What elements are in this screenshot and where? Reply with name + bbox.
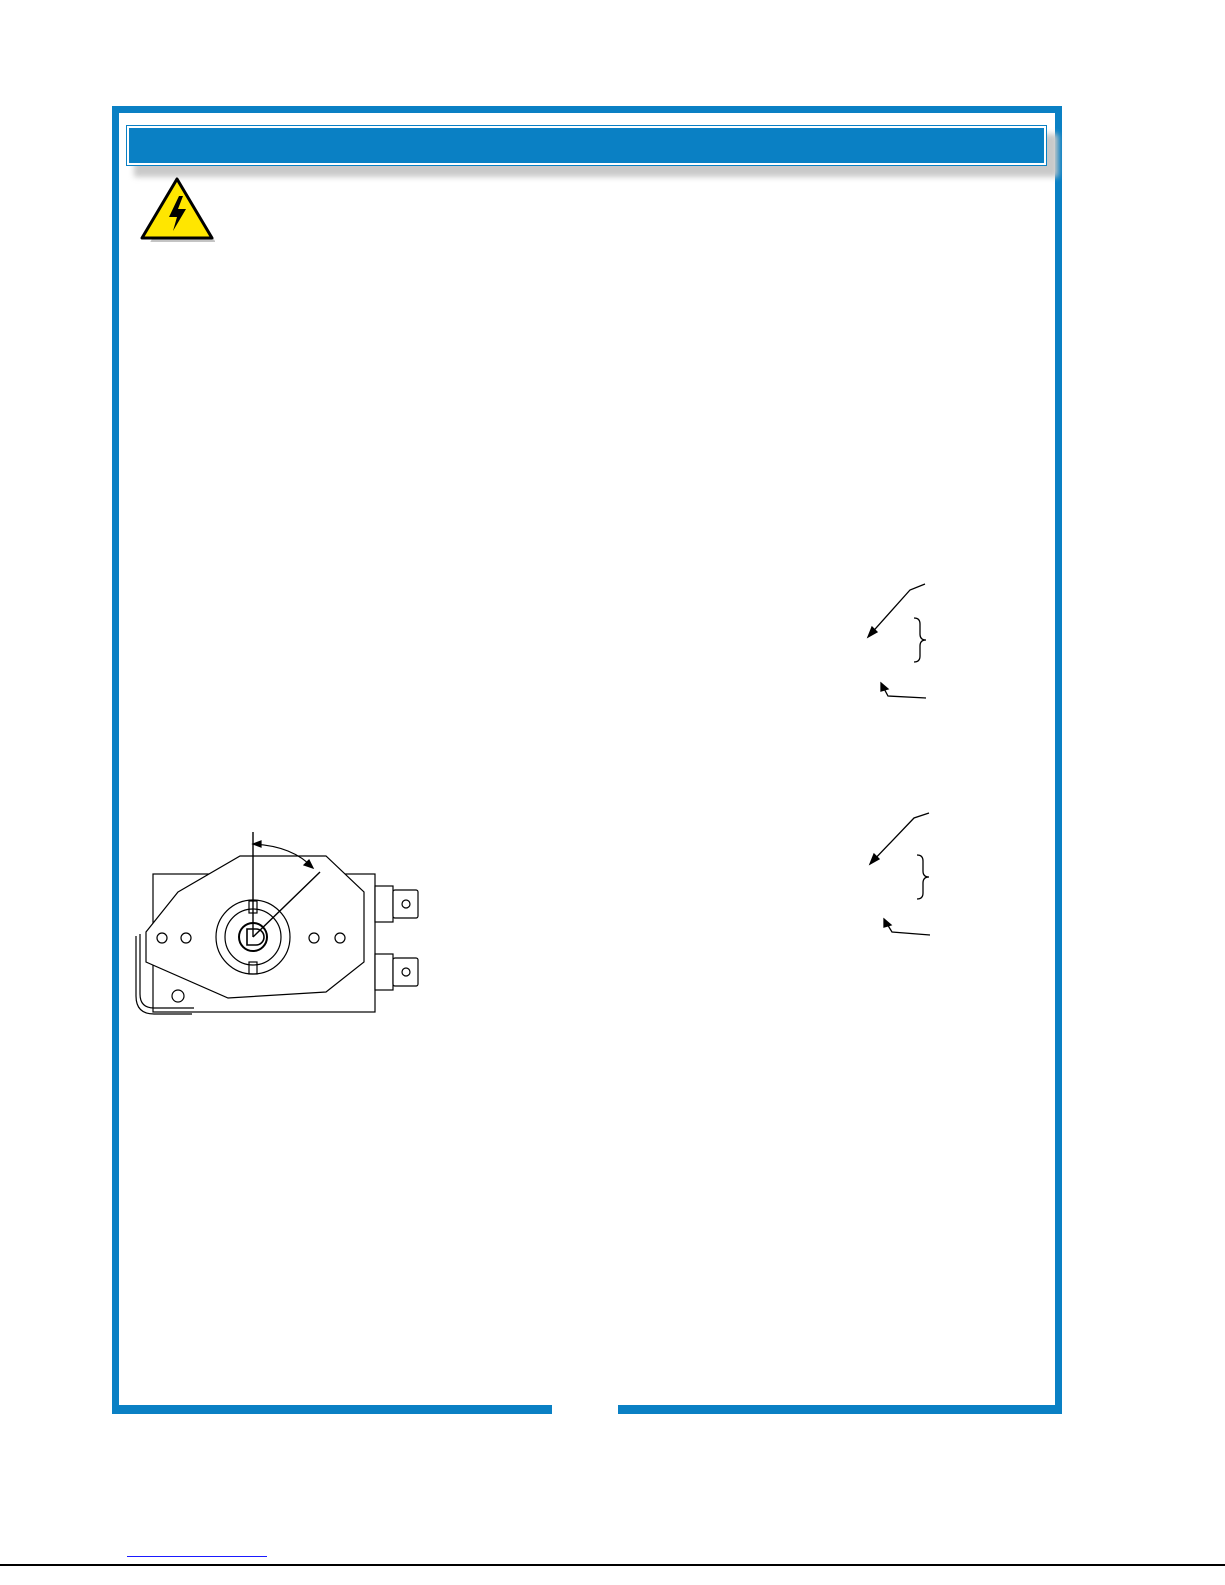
bottom-rule [0, 1564, 1225, 1566]
annotation-leaders [870, 813, 930, 935]
footer-link-underline [127, 1556, 267, 1557]
page-frame-left [112, 106, 119, 1414]
elevation-chart-bottom [440, 780, 1050, 960]
elevation-chart-top [440, 550, 1050, 780]
electrical-warning-icon [140, 176, 215, 242]
warning-text [144, 250, 234, 266]
page-frame-right [1055, 106, 1062, 1414]
page-frame-bottom-right [618, 1405, 1062, 1414]
terminal-top [393, 890, 418, 918]
thermostat-diagram [128, 832, 448, 1022]
terminal-bottom [393, 958, 418, 986]
page-frame-bottom-left [112, 1405, 552, 1414]
annotation-leaders [868, 584, 926, 698]
section-header-bar [127, 126, 1046, 165]
page-frame-top [112, 106, 1062, 113]
